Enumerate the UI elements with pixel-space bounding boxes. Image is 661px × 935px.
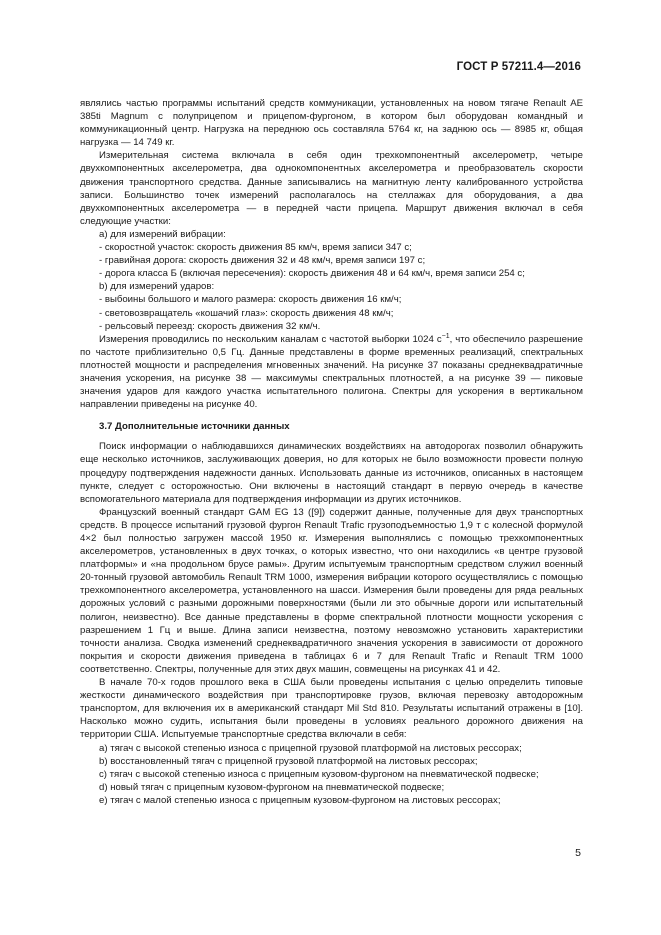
paragraph: являлись частью программы испытаний средств коммуникации, установленных на новом тягаче Renault AE 385ti Magnum с полуприцепом и прицепом-фургоном, в котором был оборудован командный и коммуникационный центр. Нагрузка на переднюю ось составляла 5764 кг, на заднюю ось — 8985 кг, общая нагрузка — 14 749 кг. xyxy=(80,98,583,149)
paragraph-text: Измерения проводились по нескольким каналам с частотой выборки 1024 с xyxy=(99,333,442,345)
paragraph: Поиск информации о наблюдавшихся динамических воздействиях на автодорогах позволил обнаружить еще несколько источников, заслуживающих доверия, но для которых не было возможности провести полную процедуру подтверждения надежности данных. Использовать данные из источников, описанных в настоящем пункте, следует с осторожностью. Они включены в настоящий стандарт в первую очередь в качестве вспомогательного материала для подтверждения информации из других источников. xyxy=(80,441,583,505)
page-number: 5 xyxy=(575,847,581,859)
section-title: 3.7 Дополнительные источники данных xyxy=(99,421,290,433)
list-heading: b) для измерений ударов: xyxy=(99,281,215,293)
list-item: b) восстановленный тягач с прицепной грузовой платформой на листовых рессорах; xyxy=(99,755,478,767)
paragraph xyxy=(80,333,583,412)
list-item: - гравийная дорога: скорость движения 32 и 48 км/ч, время записи 197 с; xyxy=(99,255,426,267)
list-item: d) новый тягач с прицепным кузовом-фургоном на пневматической подвеске; xyxy=(99,781,445,793)
list-heading: а) для измерений вибрации: xyxy=(99,228,226,240)
paragraph: В начале 70-х годов прошлого века в США были проведены испытания с целью определить типовые жесткости динамического воздействия при транспортировке грузов, включая перевозку автодорожным транспортом, для включения их в американский стандарт Mil Std 810. Результаты испытаний отражены в [10]. Насколько можно судить, испытания были проведены в условиях реального дорожного движения на территории США. Испытуемые транспортные средства включали в себя: xyxy=(80,677,583,741)
superscript: −1 xyxy=(441,332,450,340)
paragraph-text: , что обеспечило разрешение по частоте приблизительно 0,5 Гц. Данные представлены в форме временных реализаций, спектральных плотностей мощности и распределения мгновенных значений. На рисунке 37 показаны среднеквадратичные значения ускорения, на рисунке 38 — максимумы спектральных плотностей, а на рисунке 39 — пиковые значения ударов для каждого участка испытательного полигона. Спектры для ускорения в вертикальном направлении приведены на рисунке 40. xyxy=(80,333,584,411)
standard-header: ГОСТ Р 57211.4—2016 xyxy=(456,61,581,73)
list-item: е) тягач с малой степенью износа с прицепным кузовом-фургоном на листовых рессорах; xyxy=(99,794,501,806)
list-item: - дорога класса Б (включая пересечения): скорость движения 48 и 64 км/ч, время записи 254 с; xyxy=(99,268,525,280)
list-item: а) тягач с высокой степенью износа с прицепной грузовой платформой на листовых рессорах; xyxy=(99,742,522,754)
list-item: - выбоины большого и малого размера: скорость движения 16 км/ч; xyxy=(99,294,402,306)
list-item: - рельсовый переезд: скорость движения 32 км/ч. xyxy=(99,320,321,332)
list-item: c) тягач с высокой степенью износа с прицепным кузовом-фургоном на пневматической подвеске; xyxy=(99,768,539,780)
list-item: - скоростной участок: скорость движения 85 км/ч, время записи 347 с; xyxy=(99,242,412,254)
paragraph: Французский военный стандарт GAM EG 13 ([9]) содержит данные, полученные для двух транспортных средств. В процессе испытаний грузовой фургон Renault Trafic грузоподъемностью 1,9 т с колесной формулой 4×2 был полностью загружен массой 1950 кг. Измерения выполнялись с помощью трехкомпонентных акселерометров, установленных в двух точках, о которых известно, что они находились «в центре грузовой платформы» и «на продольном брусе рамы». Другим испытуемым транспортным средством служил военный 20-тонный грузовой автомобиль Renault TRM 1000, измерения вибрации которого осуществлялись с помощью трехкомпонентного акселерометра, установленного на шасси. Измерения были проведены для ряда реальных дорожных условий с разными дорожными поверхностями (были ли это обычные дороги или испытательный полигон, неизвестно). Все данные представлены в форме спектральной плотности мощности ускорения с разрешением 1 Гц и выше. Длина записи неизвестна, поэтому невозможно установить характеристики точности анализа. Сводка изменений среднеквадратичного значения ускорения в зависимости от дорожного покрытия и скорости движения приведена в таблицах 6 и 7 для Renault Trafic и Renault TRM 1000 соответственно. Спектры, полученные для этих двух машин, совмещены на рисунках 41 и 42. xyxy=(80,506,583,675)
list-item: - световозвращатель «кошачий глаз»: скорость движения 48 км/ч; xyxy=(99,307,394,319)
paragraph: Измерительная система включала в себя один трехкомпонентный акселерометр, четыре двухкомпонентных акселерометра, два однокомпонентных акселерометра и преобразователь скорости движения транспортного средства. Данные записывались на магнитную ленту калиброванного устройства записи. Большинство точек измерений располагалось на стеллажах для оборудования, а два двухкомпонентных акселерометра — в передней части прицепа. Маршрут движения включал в себя следующие участки: xyxy=(80,150,583,227)
page-body xyxy=(80,97,583,807)
